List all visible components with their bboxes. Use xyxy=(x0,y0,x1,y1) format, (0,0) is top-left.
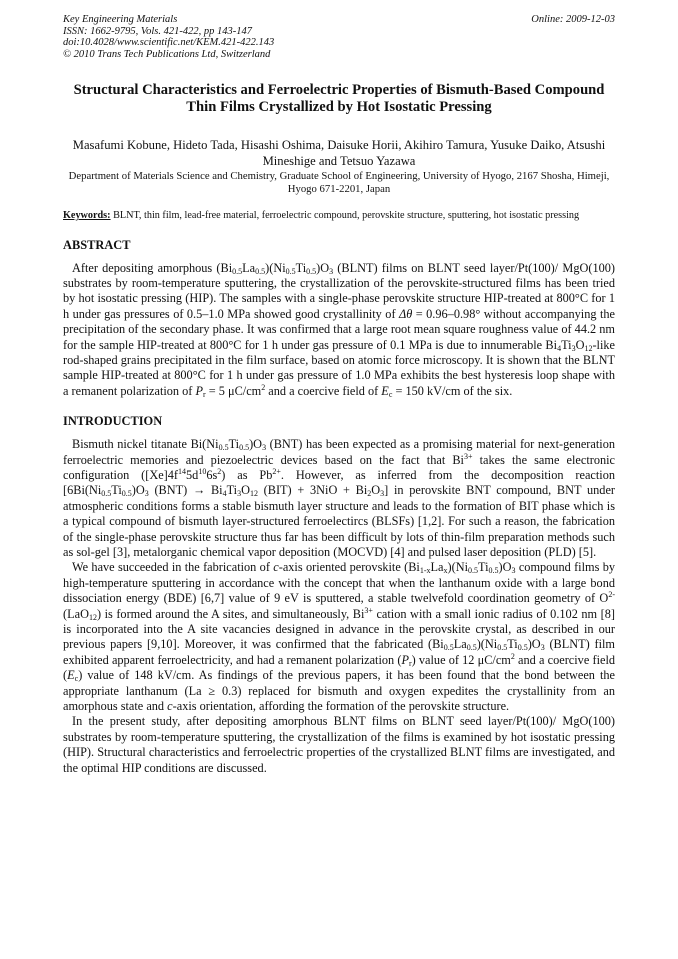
keywords-label: Keywords: xyxy=(63,210,111,221)
journal-info xyxy=(63,14,274,60)
paper-title: Structural Characteristics and Ferroelectric Properties of Bismuth-Based Compound Thin Films Crystallized by Hot Isostatic Pressing xyxy=(73,82,605,115)
journal-name: Key Engineering Materials xyxy=(63,14,178,25)
intro-paragraph-2: We have succeeded in the fabrication of c-axis oriented perovskite $(Bi_{1-x}La_x)(Ni_{0.5}Ti_{0.5})O_3$ compound films by high-temperature sputtering in accordance with the concept that when the lanthanum oxide with a large bond dissociation energy (BDE) [6,7] value of 9 eV is sputtered, a stable twelvefold coordination geometry of $O^{2-}$ (LaO$_{12}$) is formed around the A sites, and simultaneously, $Bi^{3+}$ cation with a small ionic radius of 0.102 nm [8] is incorporated into the A site vacancies designed in advance in the perovskite crystal, as described in our previous papers [9,10]. Moreover, it was confirmed that the fabricated $(Bi_{0.5}La_{0.5})(Ni_{0.5}Ti_{0.5})O_3$ (BLNT) film exhibited apparent ferroelectricity, and had a remanent polarization $(P_r)$ value of 12 $\mu C/cm^2$ and a coercive field $(E_c)$ value of 148 kV/cm. As findings of the previous papers, it has been found that the bond between the appropriate lanthanum (La ≥ 0.3) replaced for bismuth and oxygen expedites the crystallinity from an amorphous state and c-axis orientation, affording the formation of the perovskite structure. xyxy=(63,560,616,714)
intro-paragraph-1: Bismuth nickel titanate $Bi(Ni_{0.5}Ti_{0.5})O_3$ (BNT) has been expected as a promising material for next-generation ferroelectric memories and piezoelectric devices based on the fact that $Bi^{3+}$ takes the same electronic configuration $([Xe]4f^{14}5d^{10}6s^2)$ as $Pb^{2+}$. However, as inferred from the decomposition reaction [$6Bi(Ni_{0.5}Ti_{0.5})O_3$ $(BNT) \to Bi_4Ti_3O_{12}$ $(BIT) + 3NiO + Bi_2O_3$] in perovskite BNT compound, BNT under atmospheric conditions forms a stable bismuth layer structure and leads to the formation of BIT phase which is a typical compound of bismuth layer-structured ferroelectircs (BLSFs) [1,2]. For such a reason, the fabrication of the single-phase perovskite structure thus far has been difficult by lots of thin-film preparation methods such as sol-gel [3], metalorganic chemical vapor deposition (MOCVD) [4] and pulsed laser deposition (PLD) [5]. xyxy=(63,437,615,559)
doi-line: doi:10.4028/www.scientific.net/KEM.421-422.143 xyxy=(63,37,275,48)
online-date: Online: 2009-12-03 xyxy=(531,14,615,25)
keywords xyxy=(63,210,615,223)
issn-line: ISSN: 1662-9795, Vols. 421-422, pp 143-147 xyxy=(63,25,252,37)
abstract-paragraph: After depositing amorphous $(Bi_{0.5}La_{0.5})(Ni_{0.5}Ti_{0.5})O_3$ (BLNT) films on BLNT seed layer/Pt(100)/ MgO(100) substrates by room-temperature sputtering, the crystallization of the perovskite-structured films has been tried by hot isostatic pressing (HIP). The samples with a single-phase perovskite structure HIP-treated at 800°C for 1 h under gas pressures of 0.5–1.0 MPa showed good crystallinity of Δθ = 0.96–0.98° without accompanying the precipitation of the secondary phase. It was confirmed that a large root mean square roughness value of 44.2 nm for the sample HIP-treated at 800°C for 1 h under gas pressure of 0.1 MPa is due to innumerable $Bi_4Ti_3O_{12}$-like rod-shaped grains precipitated in the film surface, based on atomic force microscopy. It is shown that the BLNT sample HIP-treated at 800°C for 1 h under gas pressure of 1.0 MPa exhibits the best hysteresis loop shape with a remanent polarization of $P_r = 5$ $\mu C/cm^2$ and a coercive field of $E_c = 150$ kV/cm of the six. xyxy=(63,260,615,399)
introduction-heading: INTRODUCTION xyxy=(63,414,163,429)
keywords-text: BLNT, thin film, lead-free material, ferroelectric compound, perovskite structure, sputtering, hot isostatic pressing xyxy=(113,210,580,221)
author-list: Masafumi Kobune, Hideto Tada, Hisashi Oshima, Daisuke Horii, Akihiro Tamura, Yusuke Daiko, Atsushi Mineshige and Tetsuo Yazawa xyxy=(72,138,606,168)
paper-page xyxy=(63,14,615,776)
abstract-heading: ABSTRACT xyxy=(63,237,131,252)
intro-paragraph-3: In the present study, after depositing amorphous BLNT films on BLNT seed layer/Pt(100)/ MgO(100) substrates by room-temperature sputtering, the crystallization of the films is examined by hot isostatic pressing (HIP). Structural characteristics and ferroelectric properties of the crystallized BLNT films are investigated, and the optimal HIP conditions are discussed. xyxy=(63,714,615,775)
journal-header xyxy=(63,14,615,60)
affiliation: Department of Materials Science and Chemistry, Graduate School of Engineering, University of Hyogo, 2167 Shosha, Himeji, Hyogo 671-2201, Japan xyxy=(68,170,610,195)
copyright-line: © 2010 Trans Tech Publications Ltd, Switzerland xyxy=(63,48,271,60)
